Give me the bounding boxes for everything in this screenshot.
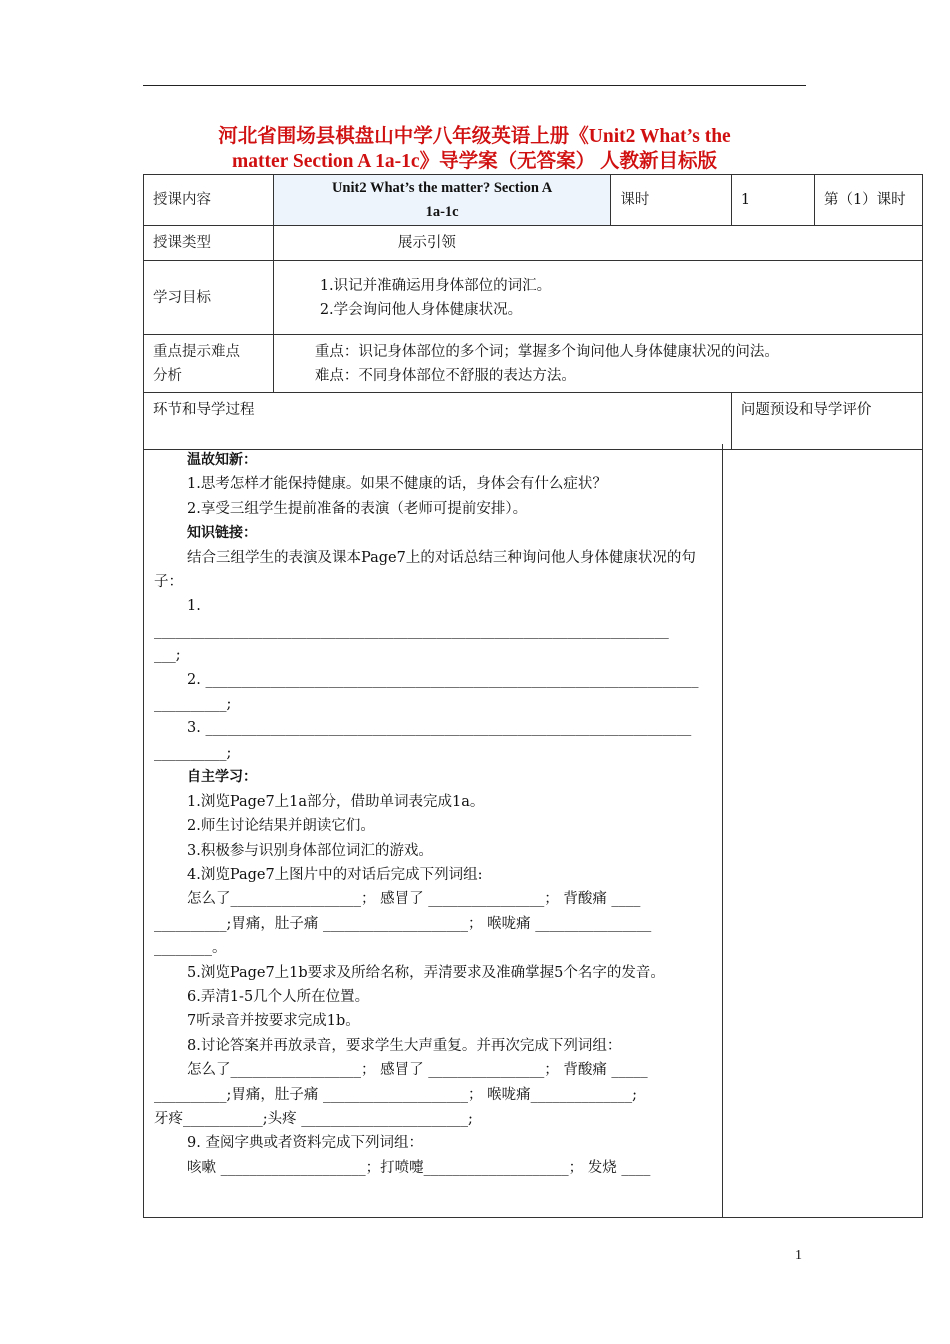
document-title (143, 124, 806, 174)
blank-3-end: __________; (154, 744, 232, 761)
key-point: 重点：识记身体部位的多个词；掌握多个询问他人身体健康状况的问法。 (314, 343, 779, 360)
column-divider (722, 444, 723, 1217)
phrase-line-3: ________。 (154, 940, 227, 957)
phrase-line-7: 咳嗽 ____________________；打喷嚏____________________； 发烧 ____ (187, 1159, 651, 1176)
self-item-8: 8.讨论答案并再放录音，要求学生大声重复。并再次完成下列词组： (187, 1037, 622, 1054)
link-heading: 知识链接： (187, 525, 257, 542)
process-content (154, 448, 716, 1180)
review-item-1: 1.思考怎样才能保持健康。如果不健康的话，身体会有什么症状？ (187, 476, 607, 493)
link-text: 结合三组学生的表演及课本Page7上的对话总结三种询问他人身体健康状况的句子： (154, 549, 696, 591)
goal-item-1: 1.识记并准确运用身体部位的词汇。 (319, 277, 552, 294)
course-line-1: Unit2 What’s the matter? Section A (331, 180, 553, 196)
evaluation-label: 问题预设和导学评价 (731, 393, 922, 450)
key-points-label (144, 335, 274, 393)
lesson-info-table (143, 174, 923, 450)
period-label: 课时 (611, 175, 731, 226)
content-label: 授课内容 (144, 175, 274, 226)
course-title (273, 175, 611, 226)
key-label-line-2: 分析 (153, 367, 182, 384)
self-study-heading: 自主学习： (187, 769, 257, 786)
blank-1-number: 1. (187, 598, 201, 615)
process-label: 环节和导学过程 (144, 393, 732, 450)
key-label-line-1: 重点提示难点 (153, 343, 240, 360)
period-note: 第（1）课时 (814, 175, 922, 226)
phrase-line-1: 怎么了__________________； 感冒了 ________________； 背酸痛 ____ (187, 891, 641, 908)
course-line-2: 1a-1c (425, 204, 459, 220)
key-points (273, 335, 922, 393)
title-line-1: 河北省围场县棋盘山中学八年级英语上册《Unit2 What’s the (218, 126, 731, 147)
self-item-5: 5.浏览Page7上1b要求及所给名称，弄清要求及准确掌握5个名字的发音。 (187, 964, 665, 981)
type-value: 展示引领 (273, 226, 922, 261)
self-item-2: 2.师生讨论结果并朗读它们。 (187, 818, 375, 835)
difficulty-point: 难点：不同身体部位不舒服的表达方法。 (314, 367, 576, 384)
goal-item-2: 2.学会询问他人身体健康状况。 (319, 301, 523, 318)
self-item-3: 3.积极参与识别身体部位词汇的游戏。 (187, 842, 433, 859)
blank-3-line: 3. ___________________________________________________________________ (187, 720, 692, 737)
phrase-line-4: 怎么了__________________； 感冒了 ________________； 背酸痛 _____ (187, 1062, 648, 1079)
period-value: 1 (731, 175, 814, 226)
self-item-4: 4.浏览Page7上图片中的对话后完成下列词组: (187, 866, 483, 883)
self-item-7: 7听录音并按要求完成1b。 (187, 1013, 360, 1030)
goal-list (273, 261, 922, 335)
self-item-1: 1.浏览Page7上1a部分，借助单词表完成1a。 (187, 793, 485, 810)
blank-1-end: ___; (154, 647, 181, 664)
guide-process-section (143, 444, 923, 1218)
goal-label: 学习目标 (144, 261, 274, 335)
review-item-2: 2.享受三组学生提前准备的表演（老师可提前安排）。 (187, 500, 528, 517)
blank-1-line: _______________________________________________________________________ (154, 622, 669, 639)
title-line-2: matter Section A 1a-1c》导学案（无答案） 人教新目标版 (232, 151, 717, 172)
phrase-line-6: 牙疼___________;头疼 _______________________; (154, 1110, 473, 1127)
page-number: 1 (795, 1248, 802, 1263)
blank-2-end: __________; (154, 696, 232, 713)
phrase-line-5: __________;胃痛，肚子痛 ____________________； 喉咙痛______________; (154, 1086, 637, 1103)
phrase-line-2: __________;胃痛，肚子痛 ____________________； 喉咙痛 ________________ (154, 915, 652, 932)
blank-2-line: 2. ____________________________________________________________________ (187, 671, 699, 688)
review-heading: 温故知新： (187, 452, 257, 468)
self-item-6: 6.弄清1-5几个人所在位置。 (187, 988, 370, 1005)
self-item-9: 9. 查阅字典或者资料完成下列词组： (187, 1135, 423, 1152)
type-label: 授课类型 (144, 226, 274, 261)
header-rule (143, 85, 806, 86)
